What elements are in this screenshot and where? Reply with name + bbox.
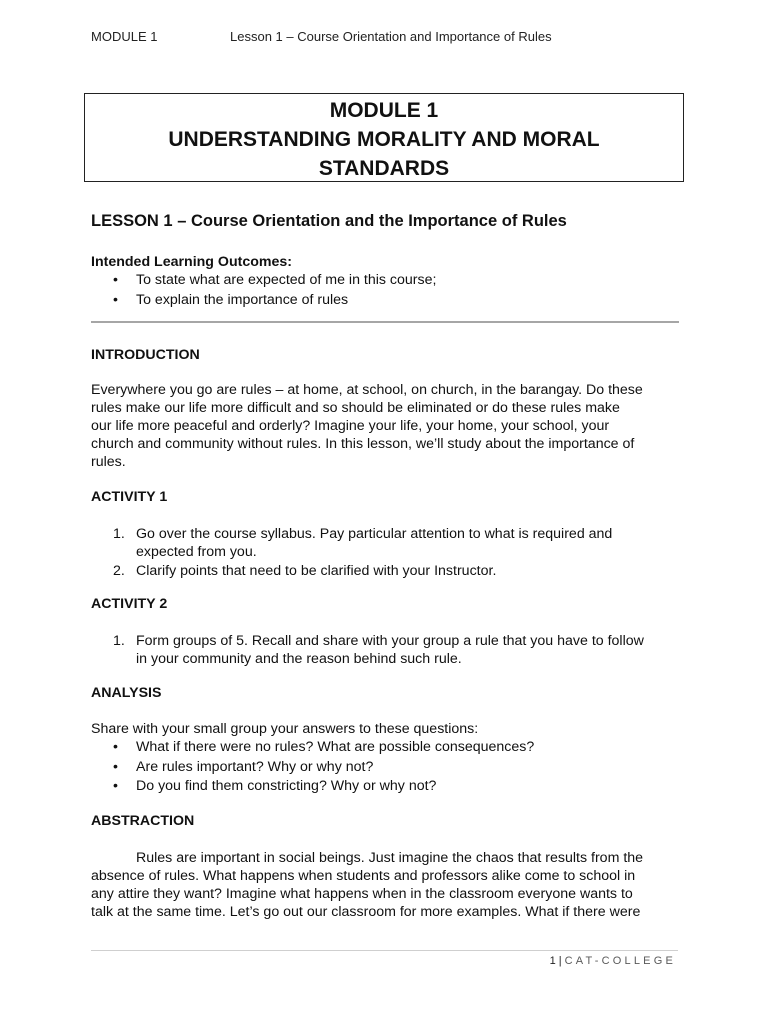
abstraction-heading: ABSTRACTION: [91, 813, 195, 829]
section-divider: [91, 321, 679, 323]
running-header-module: MODULE 1: [91, 29, 158, 44]
module-title-line3: STANDARDS: [318, 157, 450, 180]
analysis-questions: [91, 738, 534, 797]
item-number: 1.: [113, 526, 125, 542]
abstraction-line: talk at the same time. Let’s go out our classroom for more examples. What if there were: [91, 904, 641, 920]
item-number: 1.: [113, 633, 125, 649]
footer-separator: |: [558, 955, 562, 967]
abstraction-line: absence of rules. What happens when students and professors alike come to school in: [91, 868, 636, 884]
introduction-heading: INTRODUCTION: [91, 347, 200, 363]
analysis-heading: ANALYSIS: [91, 685, 162, 701]
analysis-question: • Do you find them constricting? Why or why not?: [91, 777, 534, 797]
introduction-line: Everywhere you go are rules – at home, at school, on church, in the barangay. Do these: [91, 382, 643, 398]
module-title-line1: MODULE 1: [329, 99, 439, 122]
analysis-question: • What if there were no rules? What are possible consequences?: [91, 738, 534, 758]
introduction-line: rules.: [91, 454, 126, 470]
activity2-list: [91, 632, 644, 669]
item-number: 2.: [113, 563, 125, 579]
item-text: expected from you.: [136, 544, 257, 560]
page-footer: [550, 955, 676, 967]
activity1-list: [91, 525, 612, 581]
introduction-line: church and community without rules. In this lesson, we’ll study about the importance of: [91, 436, 635, 452]
module-title-box: [84, 93, 684, 182]
analysis-intro-text: Share with your small group your answers to these questions:: [91, 721, 479, 737]
introduction-line: our life more peaceful and orderly? Imagine your life, your home, your school, your: [91, 418, 610, 434]
item-text: in your community and the reason behind such rule.: [136, 651, 462, 667]
outcome-item: • To state what are expected of me in this course;: [91, 271, 436, 291]
outcome-item: • To explain the importance of rules: [91, 291, 436, 311]
item-text: Clarify points that need to be clarified with your Instructor.: [136, 563, 497, 579]
running-header-lesson: Lesson 1 – Course Orientation and Importance of Rules: [230, 29, 552, 44]
introduction-paragraph: [91, 381, 691, 471]
activity1-item: [91, 562, 612, 580]
module-title-line2: UNDERSTANDING MORALITY AND MORAL: [168, 128, 600, 151]
outcomes-list: [91, 271, 436, 310]
activity1-item: [91, 525, 612, 561]
abstraction-line: Rules are important in social beings. Just imagine the chaos that results from the: [136, 850, 644, 866]
analysis-intro: [91, 720, 691, 738]
lesson-title: LESSON 1 – Course Orientation and the Importance of Rules: [91, 212, 567, 230]
abstraction-paragraph: [91, 849, 691, 921]
item-text: Go over the course syllabus. Pay particular attention to what is required and: [136, 526, 613, 542]
item-text: Form groups of 5. Recall and share with your group a rule that you have to follow: [136, 633, 644, 649]
activity2-heading: ACTIVITY 2: [91, 596, 168, 612]
footer-divider: [91, 950, 678, 951]
footer-organization: CAT-COLLEGE: [564, 955, 676, 967]
outcomes-heading: Intended Learning Outcomes:: [91, 254, 293, 270]
introduction-line: rules make our life more difficult and so should be eliminated or do these rules make: [91, 400, 620, 416]
activity1-heading: ACTIVITY 1: [91, 489, 168, 505]
analysis-question: • Are rules important? Why or why not?: [91, 758, 534, 778]
page-number: 1: [549, 955, 556, 967]
abstraction-line: any attire they want? Imagine what happens when in the classroom everyone wants to: [91, 886, 633, 902]
activity2-item: [91, 632, 644, 668]
